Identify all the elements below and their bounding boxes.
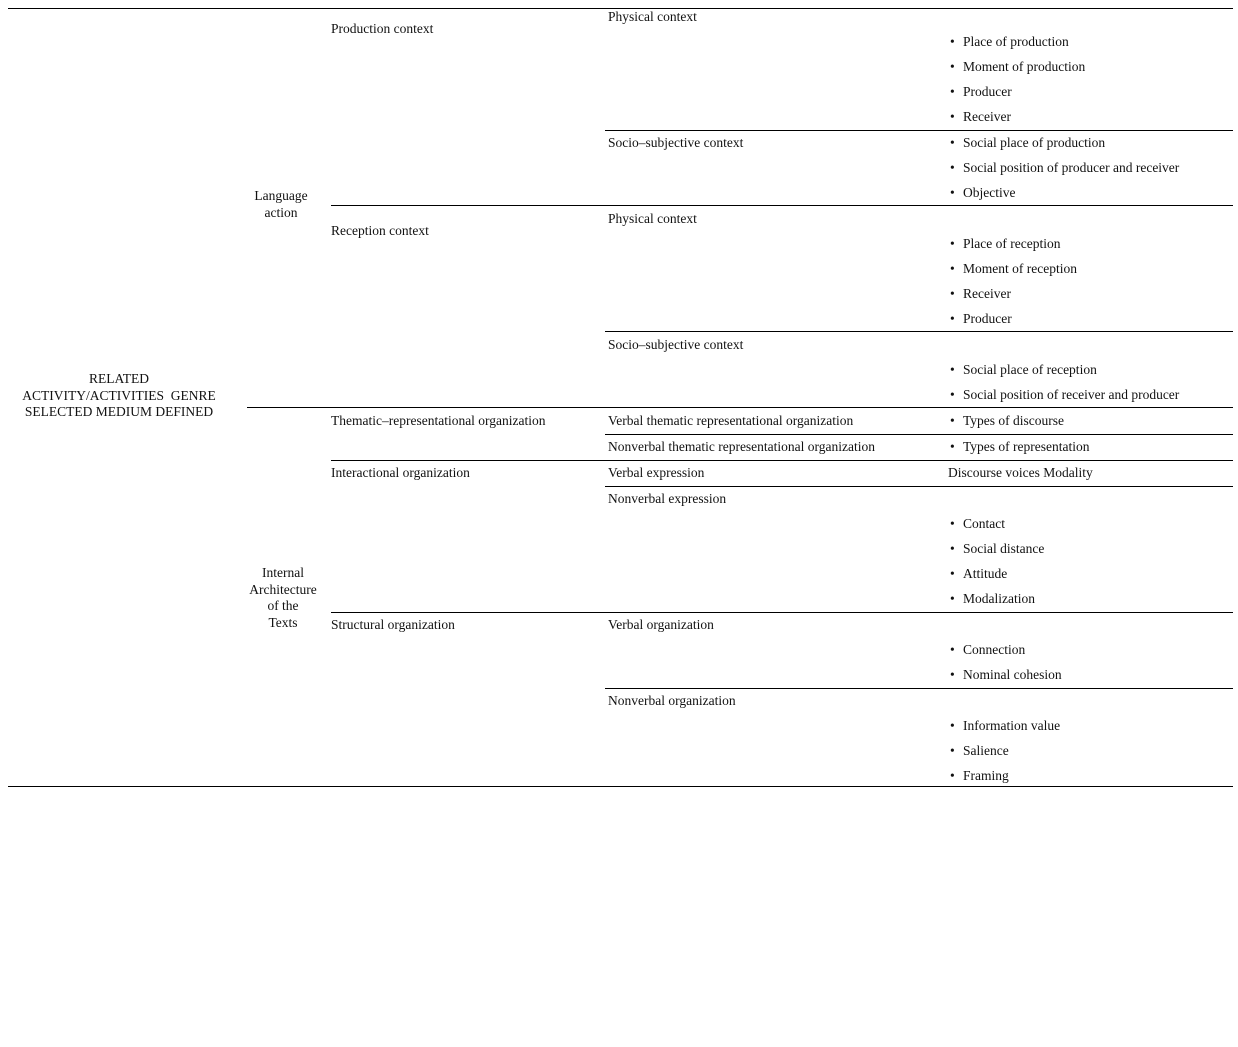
label-verbal-expression: Verbal expression [608, 465, 705, 480]
reception-physical-item [950, 311, 1012, 327]
list-item-label: Attitude [963, 566, 1008, 581]
list-item-label: Social distance [963, 541, 1045, 556]
list-item-label: Modalization [963, 591, 1035, 606]
bullet-icon: • [950, 362, 955, 377]
bullet-icon: • [950, 591, 955, 606]
list-item-label: Contact [963, 516, 1005, 531]
bullet-icon: • [950, 261, 955, 276]
bullet-icon: • [950, 236, 955, 251]
label-verbal-thematic: Verbal thematic representational organization [608, 413, 854, 428]
rule-interactional-bottom [331, 612, 1233, 613]
bullet-icon: • [950, 743, 955, 758]
label-production-socio-context: Socio–subjective context [608, 135, 744, 150]
bullet-icon: • [950, 566, 955, 581]
nonverbal-expression-item [950, 516, 1005, 532]
root-label-line: RELATED [89, 371, 149, 386]
production-socio-item [950, 135, 1105, 151]
label-production-physical-context: Physical context [608, 9, 697, 24]
nonverbal-organization-item [950, 743, 1009, 759]
list-item-label: Nominal cohesion [963, 667, 1062, 682]
bullet-icon: • [950, 109, 955, 124]
branch-label-line: Architecture [249, 581, 317, 597]
branch-label-line: Internal [262, 565, 304, 580]
rule-production-physical-bottom [605, 130, 1233, 131]
bullet-icon: • [950, 59, 955, 74]
bullet-icon: • [950, 34, 955, 49]
bullet-icon: • [950, 311, 955, 326]
list-item-label: Connection [963, 642, 1026, 657]
bullet-icon: • [950, 667, 955, 682]
nonverbal-expression-item [950, 566, 1007, 582]
root-label-line: SELECTED MEDIUM DEFINED [24, 404, 214, 419]
list-item-label: Moment of production [963, 59, 1086, 74]
label-production-context: Production context [331, 21, 434, 36]
bullet-icon: • [950, 286, 955, 301]
nonverbal-organization-item [950, 718, 1060, 734]
production-socio-item [950, 185, 1015, 201]
label-interactional-organization: Interactional organization [331, 465, 470, 480]
list-item-label: Place of production [963, 34, 1069, 49]
label-nonverbal-expression: Nonverbal expression [608, 491, 727, 506]
nonverbal-expression-item [950, 591, 1035, 607]
bullet-icon: • [950, 160, 955, 175]
production-physical-item [950, 109, 1011, 125]
rule-verbal-expression-bottom [605, 486, 1233, 487]
bullet-icon: • [950, 135, 955, 150]
list-item-label: Framing [963, 768, 1009, 783]
bullet-icon: • [950, 439, 955, 454]
verbal-thematic-item [950, 413, 1064, 429]
nonverbal-expression-item [950, 541, 1044, 557]
branch-label-line: of the [267, 598, 299, 613]
bullet-icon: • [950, 84, 955, 99]
rule-thematic-bottom [331, 460, 1233, 461]
branch-label-line: action [264, 204, 298, 220]
list-item-label: Social position of producer and receiver [963, 160, 1180, 175]
production-physical-item [950, 59, 1085, 75]
rule-bottom [8, 786, 1233, 787]
reception-physical-item [950, 261, 1077, 277]
bullet-icon: • [950, 541, 955, 556]
reception-physical-item [950, 236, 1060, 252]
verbal-organization-item [950, 642, 1025, 658]
production-socio-item [950, 160, 1179, 176]
label-structural-organization: Structural organization [331, 617, 455, 632]
list-item-label: Types of discourse [963, 413, 1065, 428]
label-reception-physical-context: Physical context [608, 211, 697, 226]
list-item-label: Receiver [963, 286, 1011, 301]
list-item-label: Information value [963, 718, 1061, 733]
branch-label-line: Texts [268, 614, 298, 630]
production-physical-item [950, 84, 1012, 100]
nonverbal-thematic-item [950, 439, 1090, 455]
list-item-label: Social position of receiver and producer [963, 387, 1180, 402]
list-item-label: Discourse voices Modality [948, 465, 1093, 480]
branch-language-action [236, 188, 326, 221]
list-item-label: Salience [963, 743, 1009, 758]
bullet-icon: • [950, 413, 955, 428]
list-item-label: Producer [963, 84, 1012, 99]
bullet-icon: • [950, 387, 955, 402]
list-item-label: Receiver [963, 109, 1011, 124]
bullet-icon: • [950, 768, 955, 783]
root-label-line: ACTIVITY/ACTIVITIES GENRE [22, 387, 216, 403]
reception-socio-item [950, 362, 1097, 378]
bullet-icon: • [950, 642, 955, 657]
reception-physical-item [950, 286, 1011, 302]
root-label [10, 371, 228, 421]
label-verbal-organization: Verbal organization [608, 617, 714, 632]
label-reception-socio-context: Socio–subjective context [608, 337, 744, 352]
bullet-icon: • [950, 185, 955, 200]
label-nonverbal-thematic: Nonverbal thematic representational organization [608, 439, 876, 454]
rule-verbal-organization-bottom [605, 688, 1233, 689]
rule-verbal-thematic-bottom [605, 434, 1233, 435]
reception-socio-item [950, 387, 1179, 403]
bullet-icon: • [950, 516, 955, 531]
list-item-label: Moment of reception [963, 261, 1077, 276]
list-item-label: Types of representation [963, 439, 1090, 454]
rule-production-bottom [331, 205, 1233, 206]
label-thematic-organization: Thematic–representational organization [331, 413, 546, 428]
branch-internal-architecture [233, 565, 333, 631]
list-item-label: Social place of reception [963, 362, 1097, 377]
label-nonverbal-organization: Nonverbal organization [608, 693, 736, 708]
verbal-organization-item [950, 667, 1062, 683]
branch-label-line: Language [254, 188, 308, 203]
rule-language-action-bottom [247, 407, 1233, 408]
verbal-expression-item [948, 465, 1093, 481]
production-physical-item [950, 34, 1069, 50]
nonverbal-organization-item [950, 768, 1009, 784]
list-item-label: Place of reception [963, 236, 1061, 251]
list-item-label: Objective [963, 185, 1016, 200]
rule-reception-physical-bottom [605, 331, 1233, 332]
list-item-label: Social place of production [963, 135, 1106, 150]
list-item-label: Producer [963, 311, 1012, 326]
label-reception-context: Reception context [331, 223, 429, 238]
bullet-icon: • [950, 718, 955, 733]
